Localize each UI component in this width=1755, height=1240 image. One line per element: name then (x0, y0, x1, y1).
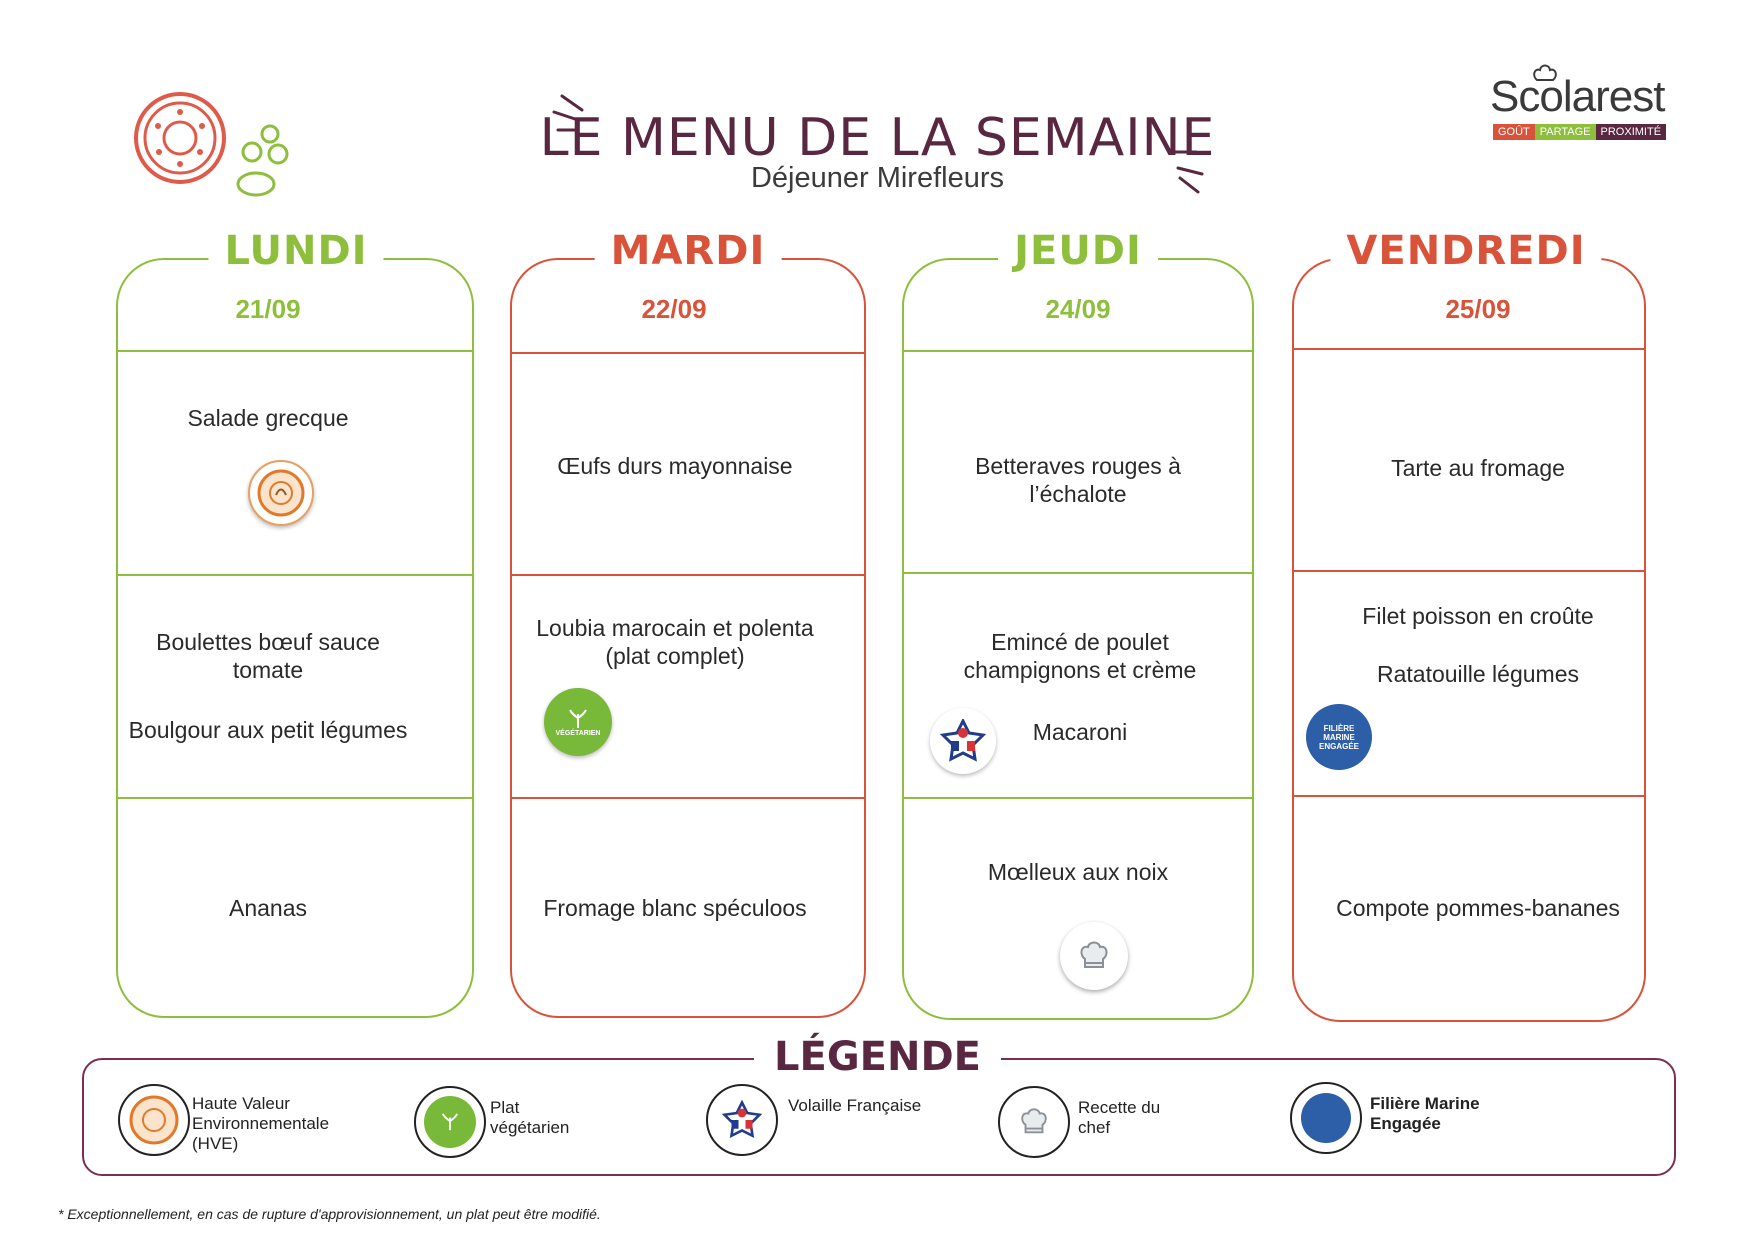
divider (512, 574, 864, 576)
dessert: Compote pommes-bananes (1336, 895, 1620, 921)
day-name: JEUDI (998, 228, 1158, 274)
side-dish: Boulgour aux petit légumes (128, 717, 408, 743)
side-dish: Macaroni (1032, 719, 1128, 745)
day-date: 21/09 (235, 294, 301, 324)
day-name: MARDI (595, 228, 782, 274)
brand-logo: Scolarest (1490, 72, 1665, 121)
day-name: VENDREDI (1330, 228, 1601, 274)
divider (118, 350, 472, 352)
legend-label: Haute Valeur Environnementale (HVE) (192, 1094, 330, 1153)
divider (118, 797, 472, 799)
legend-label: Volaille Française (788, 1096, 922, 1115)
badge-label: VÉGÉTARIEN (555, 729, 601, 737)
chef-hat-icon (998, 1086, 1070, 1158)
divider (512, 797, 864, 799)
french-poultry-icon (706, 1084, 778, 1156)
dessert: Mœlleux aux noix (987, 859, 1169, 885)
divider (1294, 795, 1644, 797)
legend-title-text: LÉGENDE (754, 1034, 1001, 1080)
day-name: LUNDI (208, 228, 383, 274)
legend-label: Plat végétarien (490, 1098, 570, 1137)
side-dish: Ratatouille légumes (1376, 661, 1579, 687)
brand-tagline (1493, 124, 1666, 140)
divider (512, 352, 864, 354)
main-dish: Boulettes bœuf sauce tomate (156, 629, 380, 683)
main-dish: Emincé de poulet champignons et crème (963, 629, 1197, 683)
brand-tag: PARTAGE (1535, 124, 1596, 140)
starter: Betteraves rouges à l’échalote (975, 453, 1181, 507)
dessert: Ananas (228, 895, 307, 921)
brand-tag: PROXIMITÉ (1596, 124, 1667, 140)
starter: Œufs durs mayonnaise (557, 453, 793, 479)
brand-tag: GOÛT (1493, 124, 1535, 140)
legend-label: Filière Marine Engagée (1370, 1094, 1480, 1133)
starter: Tarte au fromage (1391, 455, 1565, 481)
legend-title (0, 1034, 1755, 1080)
starter: Salade grecque (187, 405, 349, 431)
page-title: LE MENU DE LA SEMAINE (539, 108, 1216, 168)
marine-icon (1306, 704, 1372, 770)
legend-label: Recette du chef (1078, 1098, 1161, 1137)
divider (904, 572, 1252, 574)
main-dish: Filet poisson en croûte (1362, 603, 1594, 629)
day-date: 24/09 (1045, 294, 1111, 324)
main-dish: Loubia marocain et polenta (plat complet) (536, 615, 814, 669)
french-poultry-icon (930, 708, 996, 774)
footnote: * Exceptionnellement, en cas de rupture d'approvisionnement, un plat peut être modifié. (58, 1206, 601, 1222)
divider (904, 797, 1252, 799)
hve-icon (248, 460, 314, 526)
marine-icon (1290, 1082, 1362, 1154)
divider (118, 574, 472, 576)
chef-hat-icon (1060, 922, 1128, 990)
divider (1294, 348, 1644, 350)
divider (904, 350, 1252, 352)
day-date: 22/09 (641, 294, 707, 324)
chef-hat-logo-icon (1532, 64, 1558, 84)
divider (1294, 570, 1644, 572)
vegetarian-icon (414, 1086, 486, 1158)
dessert: Fromage blanc spéculoos (543, 895, 807, 921)
badge-label: FILIÈRE MARINE ENGAGÉE (1318, 723, 1359, 751)
hve-icon (118, 1084, 190, 1156)
day-date: 25/09 (1445, 294, 1511, 324)
page-subtitle: Déjeuner Mirefleurs (750, 162, 1005, 194)
vegetarian-icon (544, 688, 612, 756)
